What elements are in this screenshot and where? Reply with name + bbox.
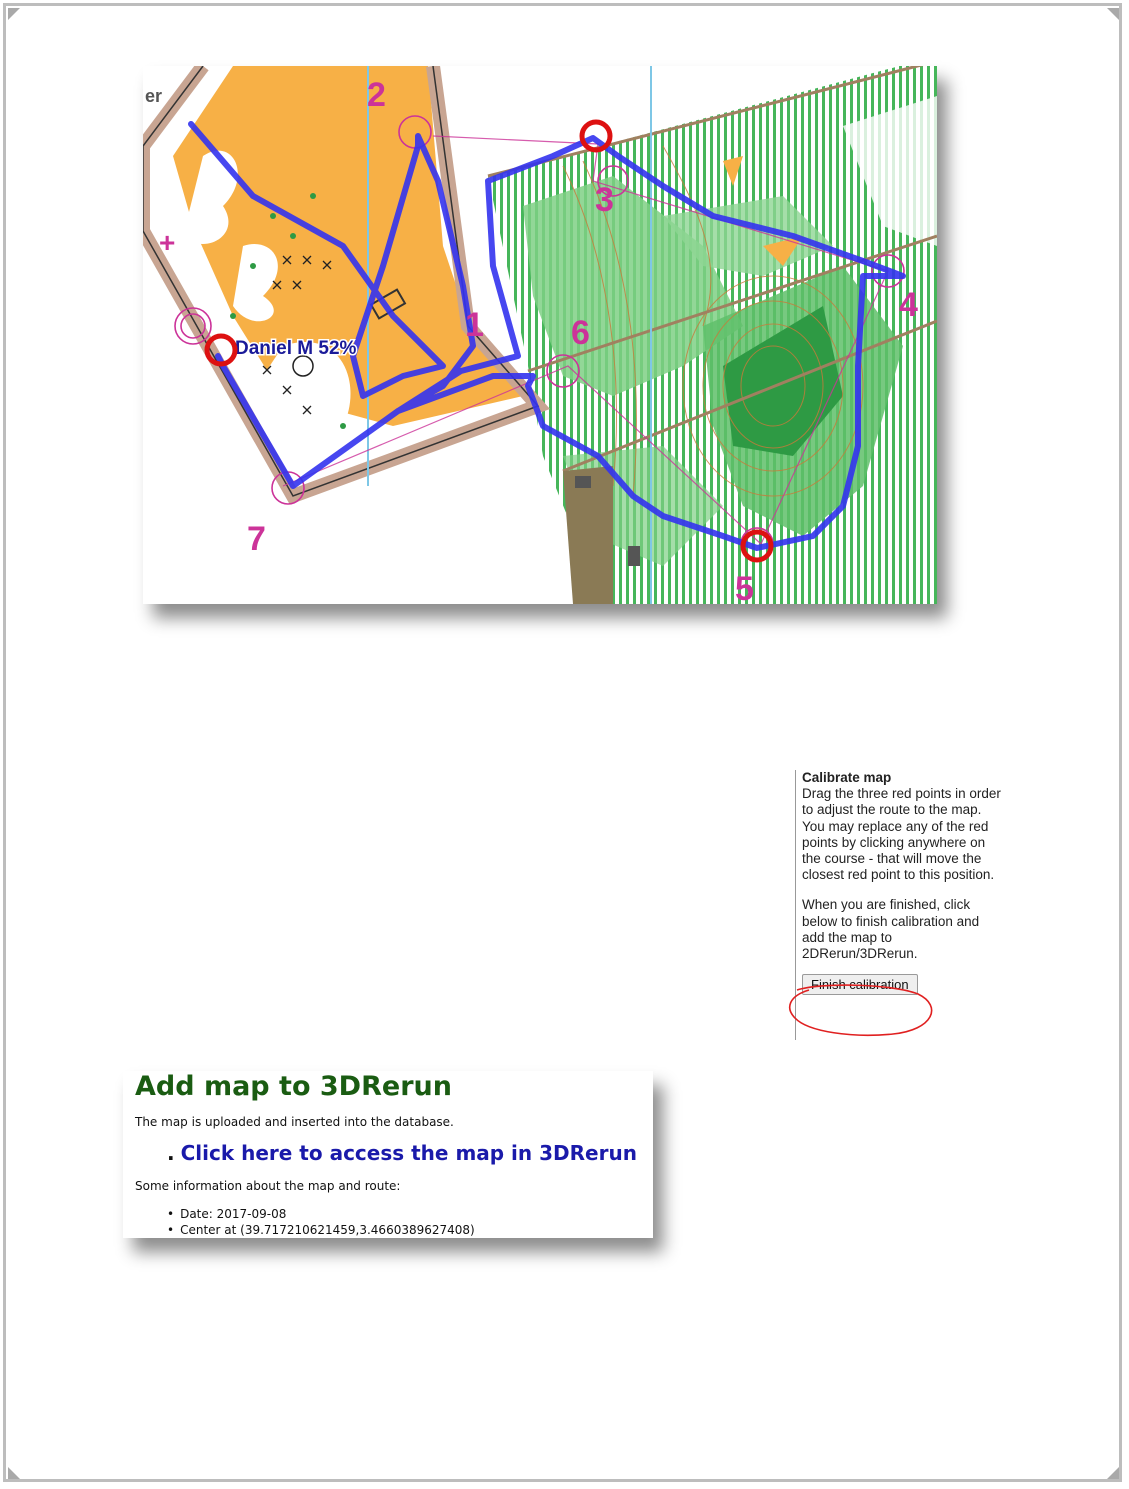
add-map-screenshot <box>123 1071 653 1238</box>
corner-mark-bottom-right <box>1107 1467 1119 1479</box>
orienteering-map[interactable] <box>143 66 937 604</box>
forest-area <box>488 66 937 604</box>
orienteering-map-screenshot[interactable] <box>143 66 937 604</box>
info-date: • Date: 2017-09-08 <box>167 1207 475 1223</box>
finish-calibration-button[interactable]: Finish calibration <box>802 974 918 995</box>
corner-mark-top-left <box>8 8 20 20</box>
start-plus-icon: + <box>159 227 176 258</box>
control-number-5: 5 <box>735 570 754 604</box>
control-number-3: 3 <box>595 181 614 219</box>
addmap-info-text: Some information about the map and route: <box>135 1179 401 1193</box>
control-number-6: 6 <box>571 314 590 352</box>
control-number-7: 7 <box>247 520 266 558</box>
control-number-2: 2 <box>367 76 386 114</box>
control-number-4: 4 <box>899 286 918 324</box>
calibrate-finish-note: When you are finished, click below to finish calibration and add the map to 2DRerun/3DRerun. <box>802 897 980 962</box>
access-map-link[interactable]: Click here to access the map in 3DRerun <box>180 1141 637 1165</box>
corner-mark-bottom-left <box>8 1467 20 1479</box>
map-corner-text: er <box>145 86 163 106</box>
calibrate-instructions: Drag the three red points in order to adjust the route to the map. You may replace any of the red points by clicking anywhere on the course - that will move the closest red point to this position. <box>802 786 1001 883</box>
control-number-1: 1 <box>465 306 484 344</box>
calibrate-title: Calibrate map <box>802 770 892 785</box>
addmap-info-list <box>167 1207 475 1238</box>
info-center: • Center at (39.717210621459,3.4660389627408) <box>167 1223 475 1238</box>
access-map-link-item[interactable] <box>167 1141 637 1165</box>
addmap-uploaded-text: The map is uploaded and inserted into the database. <box>135 1115 454 1129</box>
open-land-area <box>143 66 538 496</box>
bullet-dot: . <box>167 1141 175 1165</box>
calibration-point-2[interactable] <box>582 122 610 150</box>
highlight-ellipse-annotation <box>783 980 943 1042</box>
corner-mark-top-right <box>1107 8 1119 20</box>
runner-label: Daniel M 52% <box>235 338 357 359</box>
addmap-title: Add map to 3DRerun <box>135 1071 452 1102</box>
